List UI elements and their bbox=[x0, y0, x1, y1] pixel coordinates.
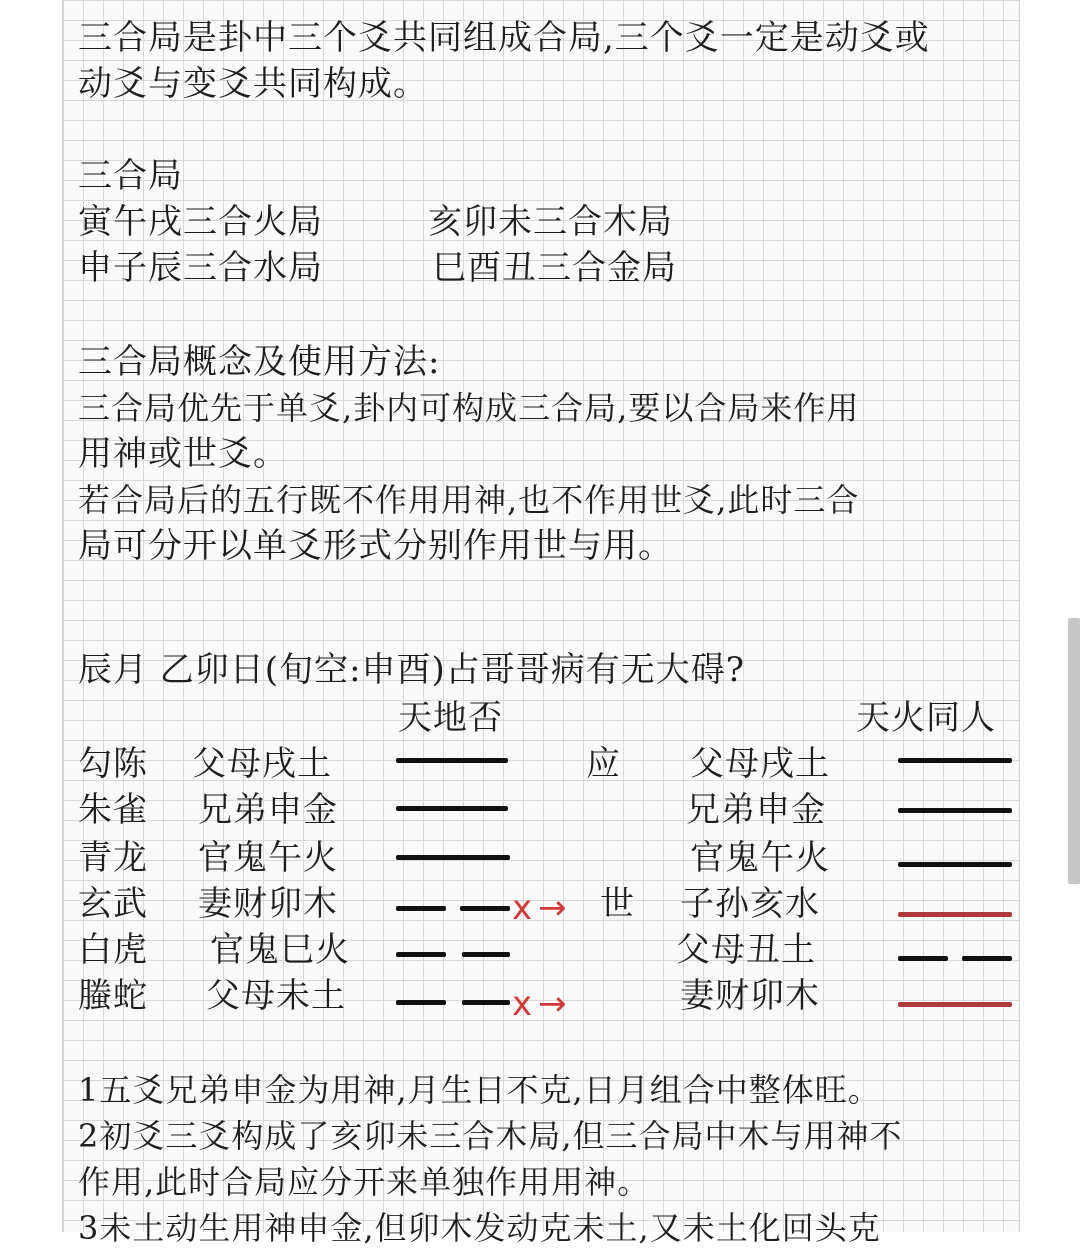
sanhe-metal: 巳酉丑三合金局 bbox=[432, 248, 677, 288]
main-line-label: 父母未土 bbox=[206, 976, 346, 1016]
sanhe-wood: 亥卯未三合木局 bbox=[428, 202, 673, 242]
spirit-label: 玄武 bbox=[78, 884, 148, 924]
intro-line-1: 三合局是卦中三个爻共同组成合局,三个爻一定是动爻或 bbox=[78, 18, 930, 58]
concept-heading: 三合局概念及使用方法: bbox=[78, 342, 441, 382]
changed-line-label: 父母丑土 bbox=[676, 930, 816, 970]
sanhe-heading: 三合局 bbox=[78, 156, 183, 196]
spirit-label: 螣蛇 bbox=[78, 976, 148, 1016]
change-arrow: → bbox=[538, 888, 567, 928]
yang-line bbox=[396, 855, 510, 860]
changed-yang-line bbox=[898, 912, 1012, 917]
yin-line-left bbox=[396, 1000, 446, 1005]
main-gua-name: 天地否 bbox=[398, 698, 503, 738]
note-line-4: 3未土动生用神申金,但卯木发动克未土,又未土化回头克 bbox=[78, 1209, 881, 1247]
moving-mark: x bbox=[512, 984, 533, 1024]
yin-line-left bbox=[396, 906, 446, 911]
main-line-label: 官鬼午火 bbox=[198, 838, 338, 878]
spirit-label: 朱雀 bbox=[78, 790, 148, 830]
ying-marker: 应 bbox=[586, 744, 621, 784]
example-question: 辰月 乙卯日(旬空:申酉)占哥哥病有无大碍? bbox=[78, 650, 746, 690]
changed-line-label: 官鬼午火 bbox=[690, 838, 830, 878]
spirit-label: 白虎 bbox=[78, 930, 148, 970]
scrollbar-thumb[interactable] bbox=[1068, 618, 1080, 884]
concept-line-1: 三合局优先于单爻,卦内可构成三合局,要以合局来作用 bbox=[78, 389, 860, 427]
yin-line-left bbox=[898, 956, 948, 961]
concept-line-4: 局可分开以单爻形式分别作用世与用。 bbox=[78, 526, 673, 566]
yang-line bbox=[898, 808, 1012, 813]
changed-gua-name: 天火同人 bbox=[856, 698, 996, 738]
shi-marker: 世 bbox=[600, 884, 635, 924]
yin-line-left bbox=[396, 952, 446, 957]
yang-line bbox=[396, 806, 508, 811]
yin-line-right bbox=[460, 906, 510, 911]
yin-line-right bbox=[462, 1000, 510, 1005]
change-arrow: → bbox=[538, 984, 567, 1024]
changed-yang-line bbox=[898, 1002, 1012, 1007]
changed-line-label: 子孙亥水 bbox=[680, 884, 820, 924]
yang-line bbox=[396, 758, 508, 763]
moving-mark: x bbox=[512, 888, 533, 928]
notebook-page bbox=[62, 0, 1020, 1232]
intro-line-2: 动爻与变爻共同构成。 bbox=[78, 64, 428, 104]
sanhe-fire: 寅午戌三合火局 bbox=[78, 202, 323, 242]
note-line-1: 1五爻兄弟申金为用神,月生日不克,日月组合中整体旺。 bbox=[78, 1071, 881, 1109]
yang-line bbox=[898, 862, 1012, 867]
spirit-label: 青龙 bbox=[78, 838, 148, 878]
yin-line-right bbox=[962, 956, 1012, 961]
concept-line-3: 若合局后的五行既不作用用神,也不作用世爻,此时三合 bbox=[78, 481, 860, 519]
spirit-label: 勾陈 bbox=[78, 744, 148, 784]
changed-line-label: 妻财卯木 bbox=[680, 976, 820, 1016]
main-line-label: 妻财卯木 bbox=[198, 884, 338, 924]
sanhe-water: 申子辰三合水局 bbox=[78, 248, 323, 288]
changed-line-label: 父母戌土 bbox=[690, 744, 830, 784]
changed-line-label: 兄弟申金 bbox=[686, 790, 826, 830]
main-line-label: 官鬼巳火 bbox=[210, 930, 350, 970]
concept-line-2: 用神或世爻。 bbox=[78, 434, 288, 474]
main-line-label: 兄弟申金 bbox=[198, 790, 338, 830]
yin-line-right bbox=[462, 952, 510, 957]
note-line-3: 作用,此时合局应分开来单独作用用神。 bbox=[78, 1163, 651, 1201]
main-line-label: 父母戌土 bbox=[192, 744, 332, 784]
yang-line bbox=[898, 758, 1012, 763]
note-line-2: 2初爻三爻构成了亥卯未三合木局,但三合局中木与用神不 bbox=[78, 1117, 903, 1155]
